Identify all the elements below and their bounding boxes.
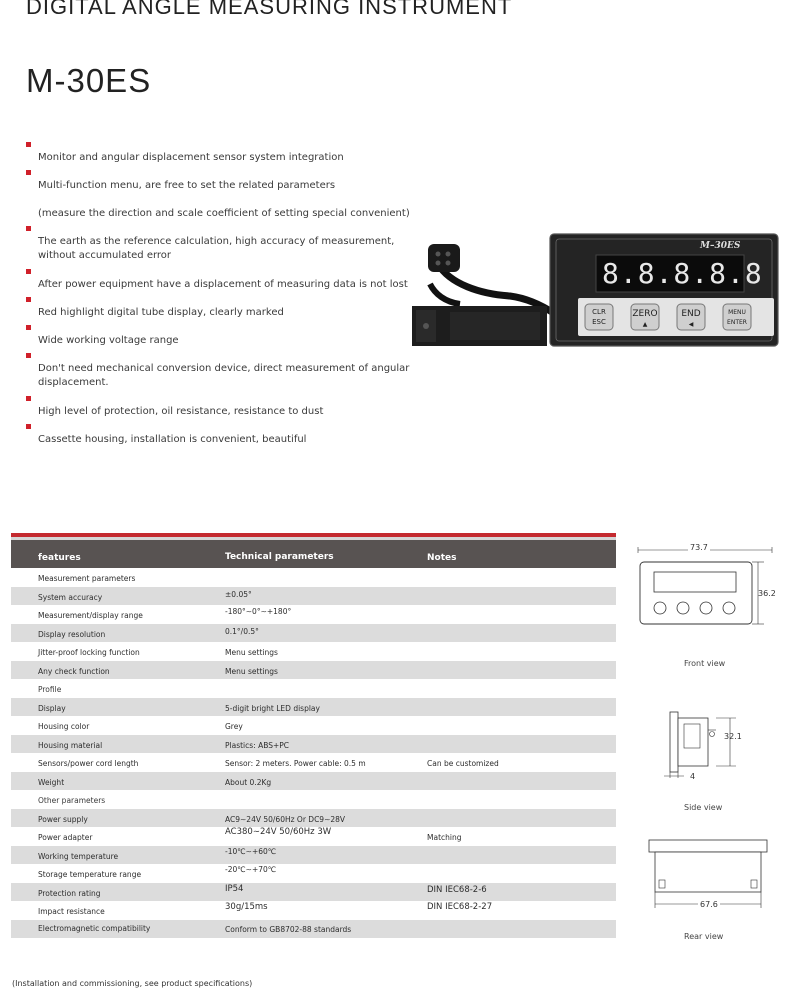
table-row: Display 5-digit bright LED display [11, 698, 616, 717]
side-height-dim: 32.1 [724, 732, 742, 741]
svg-text:ZERO: ZERO [632, 309, 658, 319]
list-item: Wide working voltage range [22, 322, 412, 350]
table-row: Any check function Menu settings [11, 661, 616, 680]
list-item: Multi-function menu, are free to set the related parameters [22, 167, 412, 195]
table-row: Housing material Plastics: ABS+PC [11, 735, 616, 754]
table-row: Jitter-proof locking function Menu settings [38, 648, 278, 657]
device-photo [410, 224, 782, 354]
bullet-icon [26, 396, 31, 401]
front-height-dim: 36.2 [758, 589, 776, 598]
side-view-caption: Side view [684, 803, 723, 812]
bullet-icon [26, 269, 31, 274]
table-row: Protection rating IP54 DIN IEC68-2-6 [11, 883, 616, 902]
table-row: Measurement/display range -180°∼0°∼+180° [38, 607, 292, 620]
list-item: Red highlight digital tube display, clearly marked [22, 294, 412, 322]
rear-view-caption: Rear view [684, 932, 724, 941]
bullet-icon [26, 142, 31, 147]
device-label: M–30ES [700, 241, 741, 251]
list-item: Monitor and angular displacement sensor system integration [22, 139, 412, 167]
table-row: Impact resistance 30g/15ms DIN IEC68-2-27 [38, 902, 493, 916]
svg-text:▲: ▲ [642, 321, 648, 328]
table-row: Power adapter AC380∼24V 50/60Hz 3W Matching [38, 827, 462, 842]
table-row: Housing color Grey [38, 722, 243, 731]
table-row: Working temperature -10℃∼+60℃ [11, 846, 616, 865]
bullet-icon [26, 226, 31, 231]
table-row: Power supply AC9∼24V 50/60Hz Or DC9∼28V [11, 809, 616, 828]
bullet-icon [26, 170, 31, 175]
bullet-icon [26, 424, 31, 429]
svg-text:MENU: MENU [728, 309, 746, 316]
table-row: Other parameters [38, 796, 106, 805]
header-features: features [38, 553, 81, 563]
page-title: DIGITAL ANGLE MEASURING INSTRUMENT [26, 0, 513, 19]
front-view-drawing [630, 542, 780, 627]
table-row: Electromagnetic compatibility Conform to GB8702-88 standards [11, 920, 616, 939]
table-row: System accuracy ±0.05° [11, 587, 616, 606]
header-notes: Notes [427, 553, 457, 563]
rear-width-dim: 67.6 [700, 900, 718, 909]
menu-enter-button[interactable] [723, 304, 751, 330]
footnote: (Installation and commissioning, see product specifications) [12, 979, 253, 988]
list-item: The earth as the reference calculation, high accuracy of measurement, without accumulated error [22, 223, 412, 266]
svg-text:CLR: CLR [592, 308, 606, 316]
bullet-icon [26, 325, 31, 330]
sensor-bracket-icon [412, 306, 547, 346]
list-item: (measure the direction and scale coefficient of setting special convenient) [38, 208, 410, 219]
side-view-drawing [650, 700, 760, 785]
connector-icon [428, 244, 460, 272]
svg-text:ENTER: ENTER [727, 319, 747, 326]
table-row: Storage temperature range -20℃∼+70℃ [38, 865, 277, 879]
header-technical-parameters: Technical parameters [225, 552, 334, 562]
feature-list [22, 139, 412, 449]
list-item: Don't need mechanical conversion device, direct measurement of angular displacement. [22, 350, 412, 393]
led-display: 8.8.8.8.8 [602, 257, 763, 290]
table-row: Weight About 0.2Kg [11, 772, 616, 791]
table-header [11, 540, 616, 568]
bullet-icon [26, 353, 31, 358]
zero-button[interactable] [631, 304, 659, 330]
side-depth-dim: 4 [690, 772, 696, 781]
end-button[interactable] [677, 304, 705, 330]
front-width-dim: 73.7 [690, 543, 708, 552]
table-row: Measurement parameters [38, 574, 136, 583]
list-item: After power equipment have a displacement of measuring data is not lost [22, 266, 412, 294]
svg-text:END: END [681, 309, 701, 319]
model-name: M-30ES [26, 62, 152, 99]
table-row: Display resolution 0.1°/0.5° [11, 624, 616, 643]
bullet-icon [26, 297, 31, 302]
clr-esc-button[interactable] [585, 304, 613, 330]
table-row: Profile [38, 685, 62, 694]
front-view-caption: Front view [684, 659, 726, 668]
list-item: Cassette housing, installation is convenient, beautiful [22, 421, 412, 449]
table-row: Sensors/power cord length Sensor: 2 meters. Power cable: 0.5 m Can be customized [38, 759, 499, 768]
svg-text:ESC: ESC [592, 318, 606, 326]
svg-text:◀: ◀ [688, 321, 694, 328]
list-item: High level of protection, oil resistance, resistance to dust [22, 393, 412, 421]
